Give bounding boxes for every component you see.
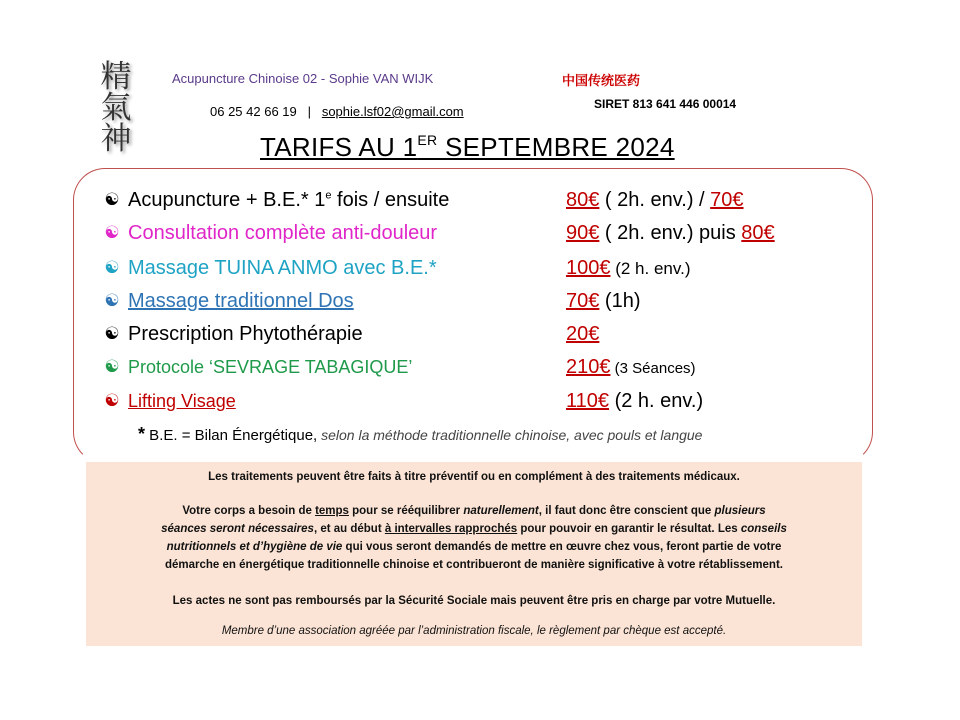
service-row-sevrage xyxy=(102,351,862,383)
logo-calligraphy xyxy=(96,59,136,157)
service-name: Acupuncture + B.E.* 1e fois / ensuite xyxy=(128,188,450,211)
service-row-phytotherapie xyxy=(102,318,862,350)
service-price: 90€ ( 2h. env.) puis 80€ xyxy=(566,221,775,244)
service-row-massage-dos xyxy=(102,285,862,317)
info-paragraph-reimbursement: Les actes ne sont pas remboursés par la Sécurité Sociale mais peuvent être pris en charge par votre Mutuelle. xyxy=(172,595,776,607)
yin-yang-icon: ☯ xyxy=(104,324,120,343)
logo-char: 精 xyxy=(100,59,132,95)
yin-yang-icon: ☯ xyxy=(104,223,120,242)
service-price: 100€ (2 h. env.) xyxy=(566,256,691,279)
service-row-acupuncture xyxy=(102,184,862,216)
phone-number: 06 25 42 66 19 xyxy=(210,104,297,119)
service-price: 20€ xyxy=(566,322,600,345)
email-link[interactable]: sophie.lsf02@gmail.com xyxy=(321,104,464,119)
info-paragraph-time: Votre corps a besoin de temps pour se rééquilibrer naturellement, il faut donc être conscient que plusieurs séances seront nécessaires, et au début à intervalles rapprochés pour pouvoir en garantir le résultat. Les conseils nutritionnels et d’hygiène de vie qui vous seront demandés de mettre en œuvre chez vous, feront partie de votre démarche en énergétique traditionnelle chinoise et contribueront de manière significative à votre rétablissement. xyxy=(161,505,787,571)
logo-char: 氣 xyxy=(100,90,132,126)
info-paragraph-preventive: Les traitements peuvent être faits à titre préventif ou en complément à des traitements médicaux. xyxy=(208,471,740,483)
service-price: 110€ (2 h. env.) xyxy=(566,389,704,412)
service-price: 80€ ( 2h. env.) / 70€ xyxy=(566,188,744,211)
service-row-consultation xyxy=(102,217,862,249)
service-name: Protocole ‘SEVRAGE TABAGIQUE’ xyxy=(128,356,413,377)
yin-yang-icon: ☯ xyxy=(104,258,120,277)
service-name: Lifting Visage xyxy=(128,390,236,411)
yin-yang-icon: ☯ xyxy=(104,357,120,376)
service-name: Prescription Phytothérapie xyxy=(128,322,363,345)
logo-char: 神 xyxy=(100,121,132,157)
service-price: 210€ (3 Séances) xyxy=(566,355,696,378)
practitioner-name: Acupuncture Chinoise 02 - Sophie VAN WIJK xyxy=(172,71,434,86)
yin-yang-icon: ☯ xyxy=(104,391,120,410)
page-title: TARIFS AU 1ER SEPTEMBRE 2024 xyxy=(260,132,675,162)
contact-line xyxy=(210,104,464,119)
siret-number: SIRET 813 641 446 00014 xyxy=(594,97,737,111)
service-row-lifting xyxy=(102,385,862,417)
service-row-tuina xyxy=(102,252,862,284)
yin-yang-icon: ☯ xyxy=(104,291,120,310)
service-price: 70€ (1h) xyxy=(566,289,641,312)
yin-yang-icon: ☯ xyxy=(104,190,120,209)
chinese-title: 中国传统医药 xyxy=(562,73,641,88)
footnote: * B.E. = Bilan Énergétique, selon la méthode traditionnelle chinoise, avec pouls et langue xyxy=(138,424,703,444)
info-paragraph-membership: Membre d’une association agréée par l’administration fiscale, le règlement par chèque est accepté. xyxy=(221,625,727,637)
service-name: Consultation complète anti-douleur xyxy=(128,221,438,244)
service-name: Massage TUINA ANMO avec B.E.* xyxy=(128,256,437,279)
separator: | xyxy=(307,104,311,119)
service-name: Massage traditionnel Dos xyxy=(128,289,354,312)
